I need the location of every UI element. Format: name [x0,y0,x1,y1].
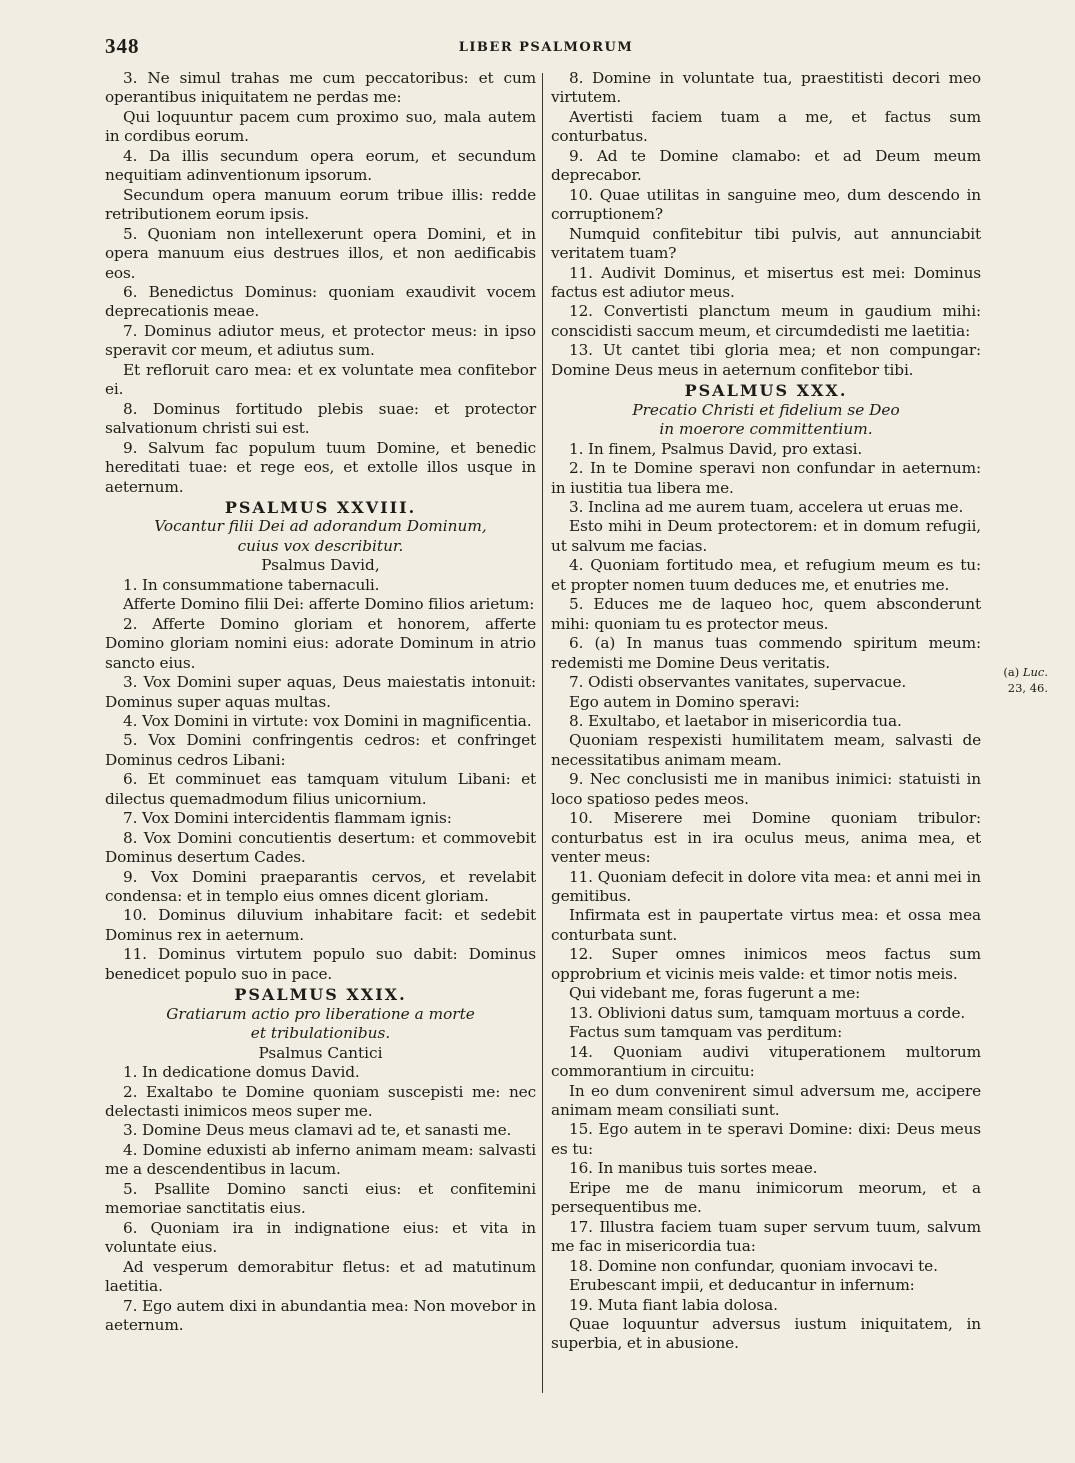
verse: 2. Exaltabo te Domine quoniam suscepisti me: nec delectasti inimicos meos super me. [105,1082,536,1121]
verse: 17. Illustra faciem tuam super servum tuum, salvum me fac in misericordia tua: [551,1217,981,1256]
verse: 5. Vox Domini confringentis cedros: et confringet Dominus cedros Libani: [105,731,536,769]
psalm-subtitle: cuius vox describitur. [237,536,404,555]
verse: Quoniam respexisti humilitatem meam, salvasti de necessitatibus animam meam. [551,731,981,769]
verse: Ego autem in Domino speravi: [569,692,800,711]
verse: 15. Ego autem in te speravi Domine: dixi: Deus meus es tu: [551,1120,981,1158]
verse: Erubescant impii, et deducantur in infernum: [569,1276,915,1295]
verse: 16. In manibus tuis sortes meae. [569,1159,818,1178]
verse: 9. Vox Domini praeparantis cervos, et revelabit condensa: et in templo eius omnes dicent gloriam. [105,867,536,906]
psalm-subtitle: Precatio Christi et fidelium se Deo [632,400,900,419]
psalm-heading: PSALMUS XXIX. [234,985,407,1005]
verse: 18. Domine non confundar, quoniam invocavi te. [569,1256,938,1275]
margin-note-marker: (a) [1003,665,1020,679]
psalm-heading: PSALMUS XXVIII. [224,497,417,517]
verse: 12. Super omnes inimicos meos factus sum opprobrium et vicinis meis valde: et timor notis meis. [551,945,981,983]
verse: 5. Psallite Domino sancti eius: et confitemini memoriae sanctitatis eius. [105,1179,536,1218]
verse: 3. Ne simul trahas me cum peccatoribus: et cum operantibus iniquitatem ne perdas me: [105,69,536,107]
verse: Ad vesperum demorabitur fletus: et ad matutinum laetitia. [105,1257,536,1296]
verse: 10. Dominus diluvium inhabitare facit: et sedebit Dominus rex in aeternum. [105,906,536,944]
verse: 11. Quoniam defecit in dolore vita mea: et anni mei in gemitibus. [551,867,981,906]
verse: Quae loquuntur adversus iustum iniquitatem, in superbia, et in abusione. [551,1315,981,1353]
verse: 13. Oblivioni datus sum, tamquam mortuus a corde. [569,1003,966,1022]
verse: 3. Domine Deus meus clamavi ad te, et sanasti me. [123,1121,512,1140]
verse: Factus sum tamquam vas perditum: [569,1023,843,1042]
verse: 1. In dedicatione domus David. [123,1063,360,1082]
page-number: 348 [105,34,140,58]
verse: 3. Vox Domini super aquas, Deus maiestatis intonuit: Dominus super aquas multas. [105,673,536,711]
verse: 9. Nec conclusisti me in manibus inimici: statuisti in loco spatioso pedes meos. [551,770,981,808]
verse: Afferte Domino filii Dei: afferte Domino filios arietum: [123,595,535,614]
verse: Secundum opera manuum eorum tribue illis: redde retributionem eorum ipsis. [105,185,536,224]
psalm-subtitle: et tribulationibus. [250,1024,391,1043]
psalm-heading: PSALMUS XXX. [684,381,848,401]
verse: 7. Vox Domini intercidentis flammam ignis: [123,809,452,828]
verse: 4. Domine eduxisti ab inferno animam meam: salvasti me a descendentibus in lacum. [105,1140,536,1179]
verse: Avertisti faciem tuam a me, et factus sum conturbatus. [551,107,981,146]
verse: 9. Ad te Domine clamabo: et ad Deum meum deprecabor. [551,146,981,185]
psalm-superscription: Psalmus Cantici [258,1043,383,1062]
verse: 11. Dominus virtutem populo suo dabit: Dominus benedicet populo suo in pace. [105,945,536,983]
verse: 1. In finem, Psalmus David, pro extasi. [569,439,863,458]
verse: 5. Quoniam non intellexerunt opera Domini, et in opera manuum eius destrues illos, et non aedificabis eos. [105,224,536,282]
verse: 8. Exultabo, et laetabor in misericordia tua. [569,711,902,730]
page-header [105,34,987,64]
verse: 9. Salvum fac populum tuum Domine, et benedic hereditati tuae: et rege eos, et extolle illos usque in aeternum. [105,438,536,496]
verse: 6. (a) In manus tuas commendo spiritum meum: redemisti me Domine Deus veritatis. [551,634,981,672]
verse: Infirmata est in paupertate virtus mea: et ossa mea conturbata sunt. [551,906,981,944]
verse: 7. Odisti observantes vanitates, supervacue. [569,673,907,692]
verse: In eo dum convenirent simul adversum me, accipere animam meam consiliati sunt. [551,1081,981,1120]
margin-note-source: Luc. [1022,665,1048,679]
verse: 14. Quoniam audivi vituperationem multorum commorantium in circuitu: [551,1042,981,1081]
verse: 2. Afferte Domino gloriam et honorem, afferte Domino gloriam nomini eius: adorate Dominum in atrio sancto eius. [105,614,536,672]
left-column [105,69,536,1335]
verse: Qui loquuntur pacem cum proximo suo, mala autem in cordibus eorum. [105,107,536,146]
verse: 19. Muta fiant labia dolosa. [569,1295,778,1314]
verse: 7. Ego autem dixi in abundantia mea: Non movebor in aeternum. [105,1296,536,1334]
margin-note-reference: 23, 46. [1007,681,1048,695]
verse: 12. Convertisti planctum meum in gaudium mihi: conscidisti saccum meum, et circumdedisti me laetitia: [551,302,981,340]
margin-note [996,664,1048,696]
verse: 13. Ut cantet tibi gloria mea; et non compungar: Domine Deus meus in aeternum confitebor tibi. [551,341,981,379]
verse: 8. Dominus fortitudo plebis suae: et protector salvationum christi sui est. [105,399,536,438]
psalm-subtitle: in moerore committentium. [659,420,873,439]
verse: 3. Inclina ad me aurem tuam, accelera ut eruas me. [569,497,964,516]
verse: 6. Et comminuet eas tamquam vitulum Libani: et dilectus quemadmodum filius unicornium. [105,770,536,808]
verse: 8. Vox Domini concutientis desertum: et commovebit Dominus desertum Cades. [105,828,536,867]
verse: 6. Benedictus Dominus: quoniam exaudivit vocem deprecationis meae. [105,282,536,321]
verse: 10. Quae utilitas in sanguine meo, dum descendo in corruptionem? [551,185,981,224]
verse: Qui videbant me, foras fugerunt a me: [569,984,861,1003]
verse: 11. Audivit Dominus, et misertus est mei: Dominus factus est adiutor meus. [551,263,981,301]
right-column [551,69,981,1354]
verse: 5. Educes me de laqueo hoc, quem absconderunt mihi: quoniam tu es protector meus. [551,595,981,633]
column-divider [542,73,543,1393]
verse: 10. Miserere mei Domine quoniam tribulor: conturbatus est in ira oculus meus, anima mea, et venter meus: [551,809,981,867]
verse: Esto mihi in Deum protectorem: et in domum refugii, ut salvum me facias. [551,517,981,555]
verse: Et refloruit caro mea: et ex voluntate mea confitebor ei. [105,360,536,399]
verse: 8. Domine in voluntate tua, praestitisti decori meo virtutem. [551,69,981,107]
verse: 4. Quoniam fortitudo mea, et refugium meum es tu: et propter nomen tuum deduces me, et enutries me. [551,556,981,594]
verse: 4. Da illis secundum opera eorum, et secundum nequitiam adinventionum ipsorum. [105,146,536,185]
running-title: LIBER PSALMORUM [458,40,634,55]
psalm-subtitle: Vocantur filii Dei ad adorandum Dominum, [154,517,487,536]
verse: 2. In te Domine speravi non confundar in aeternum: in iustitia tua libera me. [551,459,981,497]
psalm-subtitle: Gratiarum actio pro liberatione a morte [166,1004,475,1023]
verse: Eripe me de manu inimicorum meorum, et a persequentibus me. [551,1178,981,1217]
verse: 7. Dominus adiutor meus, et protector meus: in ipso speravit cor meum, et adiutus sum. [105,321,536,360]
verse: 4. Vox Domini in virtute: vox Domini in magnificentia. [123,711,532,730]
verse: 1. In consummatione tabernaculi. [123,575,380,594]
psalm-superscription: Psalmus David, [261,556,380,575]
verse: Numquid confitebitur tibi pulvis, aut annunciabit veritatem tuam? [551,224,981,263]
verse: 6. Quoniam ira in indignatione eius: et vita in voluntate eius. [105,1218,536,1257]
